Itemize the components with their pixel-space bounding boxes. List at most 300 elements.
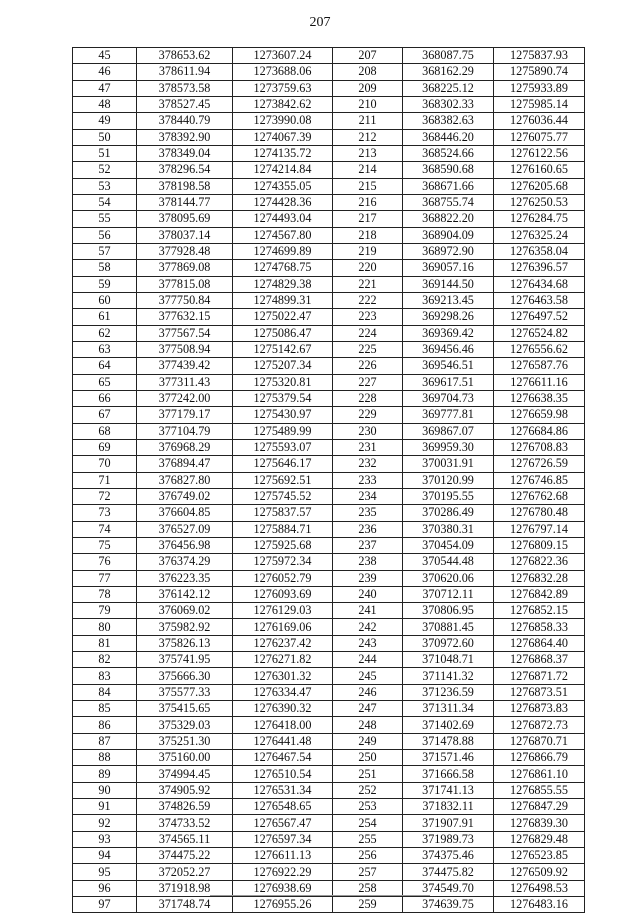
cell-point-number: 248: [333, 717, 403, 733]
cell-point-number: 216: [333, 194, 403, 210]
cell-x-coordinate: 369704.73: [403, 390, 494, 406]
cell-x-coordinate: 375160.00: [137, 750, 233, 766]
cell-x-coordinate: 368162.29: [403, 64, 494, 80]
cell-x-coordinate: 378653.62: [137, 48, 233, 64]
cell-y-coordinate: 1276250.53: [494, 194, 585, 210]
cell-point-number: 257: [333, 864, 403, 880]
cell-x-coordinate: 370380.31: [403, 521, 494, 537]
cell-point-number: 207: [333, 48, 403, 64]
cell-y-coordinate: 1274899.31: [233, 292, 333, 308]
cell-point-number: 249: [333, 733, 403, 749]
cell-y-coordinate: 1276129.03: [233, 603, 333, 619]
cell-point-number: 47: [73, 80, 137, 96]
cell-point-number: 72: [73, 488, 137, 504]
cell-point-number: 64: [73, 358, 137, 374]
cell-y-coordinate: 1276093.69: [233, 586, 333, 602]
cell-point-number: 231: [333, 439, 403, 455]
cell-point-number: 211: [333, 113, 403, 129]
cell-x-coordinate: 370972.60: [403, 635, 494, 651]
cell-y-coordinate: 1276868.37: [494, 652, 585, 668]
cell-x-coordinate: 370620.06: [403, 570, 494, 586]
cell-y-coordinate: 1274355.05: [233, 178, 333, 194]
cell-y-coordinate: 1274428.36: [233, 194, 333, 210]
cell-point-number: 79: [73, 603, 137, 619]
cell-point-number: 244: [333, 652, 403, 668]
table-row: [73, 113, 585, 129]
cell-y-coordinate: 1276325.24: [494, 227, 585, 243]
table-row: [73, 456, 585, 472]
cell-point-number: 251: [333, 766, 403, 782]
cell-x-coordinate: 370881.45: [403, 619, 494, 635]
table-row: [73, 733, 585, 749]
cell-point-number: 238: [333, 554, 403, 570]
cell-y-coordinate: 1276169.06: [233, 619, 333, 635]
cell-y-coordinate: 1276052.79: [233, 570, 333, 586]
cell-x-coordinate: 371748.74: [137, 897, 233, 913]
cell-point-number: 258: [333, 880, 403, 896]
cell-y-coordinate: 1276497.52: [494, 309, 585, 325]
cell-x-coordinate: 378440.79: [137, 113, 233, 129]
cell-y-coordinate: 1276780.48: [494, 505, 585, 521]
cell-y-coordinate: 1276922.29: [233, 864, 333, 880]
cell-point-number: 62: [73, 325, 137, 341]
table-row: [73, 390, 585, 406]
cell-point-number: 55: [73, 211, 137, 227]
table-row: [73, 439, 585, 455]
cell-y-coordinate: 1276498.53: [494, 880, 585, 896]
cell-point-number: 214: [333, 162, 403, 178]
cell-x-coordinate: 376456.98: [137, 537, 233, 553]
cell-x-coordinate: 377869.08: [137, 260, 233, 276]
table-row: [73, 554, 585, 570]
cell-x-coordinate: 376827.80: [137, 472, 233, 488]
table-row: [73, 668, 585, 684]
cell-x-coordinate: 368590.68: [403, 162, 494, 178]
cell-point-number: 215: [333, 178, 403, 194]
cell-y-coordinate: 1276726.59: [494, 456, 585, 472]
cell-x-coordinate: 378095.69: [137, 211, 233, 227]
cell-y-coordinate: 1276284.75: [494, 211, 585, 227]
table-row: [73, 635, 585, 651]
cell-x-coordinate: 376749.02: [137, 488, 233, 504]
table-row: [73, 243, 585, 259]
cell-y-coordinate: 1276797.14: [494, 521, 585, 537]
cell-point-number: 96: [73, 880, 137, 896]
cell-point-number: 233: [333, 472, 403, 488]
cell-y-coordinate: 1275933.89: [494, 80, 585, 96]
table-row: [73, 603, 585, 619]
cell-y-coordinate: 1276746.85: [494, 472, 585, 488]
cell-point-number: 81: [73, 635, 137, 651]
cell-x-coordinate: 377632.15: [137, 309, 233, 325]
cell-point-number: 239: [333, 570, 403, 586]
cell-x-coordinate: 371832.11: [403, 799, 494, 815]
cell-point-number: 56: [73, 227, 137, 243]
cell-x-coordinate: 378527.45: [137, 96, 233, 112]
cell-y-coordinate: 1275022.47: [233, 309, 333, 325]
cell-x-coordinate: 376374.29: [137, 554, 233, 570]
cell-y-coordinate: 1276509.92: [494, 864, 585, 880]
cell-y-coordinate: 1276866.79: [494, 750, 585, 766]
cell-x-coordinate: 377242.00: [137, 390, 233, 406]
cell-point-number: 97: [73, 897, 137, 913]
cell-y-coordinate: 1274067.39: [233, 129, 333, 145]
table-row: [73, 358, 585, 374]
cell-point-number: 245: [333, 668, 403, 684]
table-row: [73, 831, 585, 847]
cell-point-number: 83: [73, 668, 137, 684]
cell-x-coordinate: 374639.75: [403, 897, 494, 913]
cell-x-coordinate: 368904.09: [403, 227, 494, 243]
cell-point-number: 226: [333, 358, 403, 374]
table-row: [73, 276, 585, 292]
cell-y-coordinate: 1276842.89: [494, 586, 585, 602]
table-row: [73, 64, 585, 80]
cell-point-number: 246: [333, 684, 403, 700]
cell-x-coordinate: 377508.94: [137, 341, 233, 357]
cell-x-coordinate: 370286.49: [403, 505, 494, 521]
cell-point-number: 67: [73, 407, 137, 423]
cell-y-coordinate: 1275837.57: [233, 505, 333, 521]
cell-x-coordinate: 369369.42: [403, 325, 494, 341]
cell-y-coordinate: 1276334.47: [233, 684, 333, 700]
cell-x-coordinate: 378573.58: [137, 80, 233, 96]
cell-y-coordinate: 1276638.35: [494, 390, 585, 406]
cell-point-number: 240: [333, 586, 403, 602]
table-row: [73, 80, 585, 96]
cell-x-coordinate: 369144.50: [403, 276, 494, 292]
cell-point-number: 243: [333, 635, 403, 651]
cell-point-number: 228: [333, 390, 403, 406]
cell-y-coordinate: 1276822.36: [494, 554, 585, 570]
cell-y-coordinate: 1275593.07: [233, 439, 333, 455]
cell-y-coordinate: 1276611.13: [233, 848, 333, 864]
table-row: [73, 472, 585, 488]
cell-point-number: 66: [73, 390, 137, 406]
cell-x-coordinate: 368972.90: [403, 243, 494, 259]
cell-x-coordinate: 370806.95: [403, 603, 494, 619]
cell-y-coordinate: 1275890.74: [494, 64, 585, 80]
table-row: [73, 570, 585, 586]
cell-y-coordinate: 1275430.97: [233, 407, 333, 423]
table-row: [73, 750, 585, 766]
cell-point-number: 227: [333, 374, 403, 390]
cell-y-coordinate: 1276510.54: [233, 766, 333, 782]
cell-x-coordinate: 376223.35: [137, 570, 233, 586]
table-row: [73, 129, 585, 145]
cell-point-number: 250: [333, 750, 403, 766]
cell-point-number: 78: [73, 586, 137, 602]
cell-y-coordinate: 1273759.63: [233, 80, 333, 96]
cell-point-number: 51: [73, 145, 137, 161]
cell-x-coordinate: 370120.99: [403, 472, 494, 488]
cell-y-coordinate: 1276548.65: [233, 799, 333, 815]
cell-point-number: 94: [73, 848, 137, 864]
cell-y-coordinate: 1276873.83: [494, 701, 585, 717]
cell-y-coordinate: 1275142.67: [233, 341, 333, 357]
coordinates-table-body: [73, 48, 585, 913]
cell-x-coordinate: 376604.85: [137, 505, 233, 521]
cell-x-coordinate: 375826.13: [137, 635, 233, 651]
table-row: [73, 96, 585, 112]
cell-x-coordinate: 375666.30: [137, 668, 233, 684]
cell-y-coordinate: 1275489.99: [233, 423, 333, 439]
cell-point-number: 254: [333, 815, 403, 831]
cell-x-coordinate: 371666.58: [403, 766, 494, 782]
table-row: [73, 292, 585, 308]
cell-y-coordinate: 1276434.68: [494, 276, 585, 292]
table-row: [73, 619, 585, 635]
cell-point-number: 53: [73, 178, 137, 194]
cell-point-number: 229: [333, 407, 403, 423]
cell-y-coordinate: 1276483.16: [494, 897, 585, 913]
cell-point-number: 259: [333, 897, 403, 913]
cell-x-coordinate: 375329.03: [137, 717, 233, 733]
cell-x-coordinate: 377815.08: [137, 276, 233, 292]
cell-x-coordinate: 377750.84: [137, 292, 233, 308]
cell-x-coordinate: 368671.66: [403, 178, 494, 194]
table-row: [73, 766, 585, 782]
table-row: [73, 227, 585, 243]
cell-point-number: 221: [333, 276, 403, 292]
cell-point-number: 80: [73, 619, 137, 635]
cell-x-coordinate: 369777.81: [403, 407, 494, 423]
cell-x-coordinate: 369057.16: [403, 260, 494, 276]
cell-point-number: 95: [73, 864, 137, 880]
cell-y-coordinate: 1274768.75: [233, 260, 333, 276]
cell-point-number: 90: [73, 782, 137, 798]
cell-point-number: 60: [73, 292, 137, 308]
cell-x-coordinate: 377311.43: [137, 374, 233, 390]
cell-y-coordinate: 1275745.52: [233, 488, 333, 504]
cell-point-number: 58: [73, 260, 137, 276]
cell-x-coordinate: 375577.33: [137, 684, 233, 700]
cell-x-coordinate: 376894.47: [137, 456, 233, 472]
cell-x-coordinate: 370544.48: [403, 554, 494, 570]
cell-point-number: 253: [333, 799, 403, 815]
cell-x-coordinate: 377567.54: [137, 325, 233, 341]
cell-point-number: 82: [73, 652, 137, 668]
cell-point-number: 236: [333, 521, 403, 537]
cell-point-number: 76: [73, 554, 137, 570]
cell-x-coordinate: 368524.66: [403, 145, 494, 161]
cell-point-number: 209: [333, 80, 403, 96]
cell-y-coordinate: 1276809.15: [494, 537, 585, 553]
cell-y-coordinate: 1276467.54: [233, 750, 333, 766]
cell-x-coordinate: 378144.77: [137, 194, 233, 210]
cell-x-coordinate: 371571.46: [403, 750, 494, 766]
cell-x-coordinate: 371236.59: [403, 684, 494, 700]
cell-point-number: 218: [333, 227, 403, 243]
table-row: [73, 211, 585, 227]
cell-point-number: 48: [73, 96, 137, 112]
cell-x-coordinate: 371048.71: [403, 652, 494, 668]
cell-x-coordinate: 377928.48: [137, 243, 233, 259]
cell-point-number: 70: [73, 456, 137, 472]
cell-y-coordinate: 1276839.30: [494, 815, 585, 831]
cell-y-coordinate: 1275086.47: [233, 325, 333, 341]
cell-x-coordinate: 374375.46: [403, 848, 494, 864]
cell-y-coordinate: 1276587.76: [494, 358, 585, 374]
cell-y-coordinate: 1275972.34: [233, 554, 333, 570]
cell-y-coordinate: 1274829.38: [233, 276, 333, 292]
cell-x-coordinate: 370454.09: [403, 537, 494, 553]
page-number: 207: [309, 15, 331, 30]
cell-point-number: 91: [73, 799, 137, 815]
cell-y-coordinate: 1275379.54: [233, 390, 333, 406]
cell-point-number: 242: [333, 619, 403, 635]
cell-point-number: 92: [73, 815, 137, 831]
cell-y-coordinate: 1275692.51: [233, 472, 333, 488]
cell-point-number: 213: [333, 145, 403, 161]
cell-y-coordinate: 1276523.85: [494, 848, 585, 864]
cell-x-coordinate: 369298.26: [403, 309, 494, 325]
cell-point-number: 237: [333, 537, 403, 553]
cell-x-coordinate: 377104.79: [137, 423, 233, 439]
cell-x-coordinate: 378392.90: [137, 129, 233, 145]
cell-x-coordinate: 376142.12: [137, 586, 233, 602]
cell-x-coordinate: 374826.59: [137, 799, 233, 815]
cell-point-number: 223: [333, 309, 403, 325]
cell-point-number: 77: [73, 570, 137, 586]
cell-y-coordinate: 1276122.56: [494, 145, 585, 161]
cell-y-coordinate: 1276829.48: [494, 831, 585, 847]
cell-x-coordinate: 369617.51: [403, 374, 494, 390]
cell-x-coordinate: 374733.52: [137, 815, 233, 831]
cell-y-coordinate: 1276832.28: [494, 570, 585, 586]
cell-y-coordinate: 1276160.65: [494, 162, 585, 178]
cell-x-coordinate: 371141.32: [403, 668, 494, 684]
table-row: [73, 848, 585, 864]
cell-point-number: 49: [73, 113, 137, 129]
cell-point-number: 89: [73, 766, 137, 782]
cell-x-coordinate: 368382.63: [403, 113, 494, 129]
table-row: [73, 423, 585, 439]
table-row: [73, 325, 585, 341]
cell-x-coordinate: 378349.04: [137, 145, 233, 161]
cell-x-coordinate: 371478.88: [403, 733, 494, 749]
cell-point-number: 219: [333, 243, 403, 259]
table-row: [73, 505, 585, 521]
cell-point-number: 57: [73, 243, 137, 259]
cell-x-coordinate: 375251.30: [137, 733, 233, 749]
cell-point-number: 68: [73, 423, 137, 439]
cell-x-coordinate: 377179.17: [137, 407, 233, 423]
table-row: [73, 488, 585, 504]
cell-y-coordinate: 1274214.84: [233, 162, 333, 178]
table-row: [73, 374, 585, 390]
cell-y-coordinate: 1275207.34: [233, 358, 333, 374]
cell-y-coordinate: 1275985.14: [494, 96, 585, 112]
cell-point-number: 234: [333, 488, 403, 504]
cell-point-number: 46: [73, 64, 137, 80]
cell-y-coordinate: 1276567.47: [233, 815, 333, 831]
cell-point-number: 59: [73, 276, 137, 292]
cell-y-coordinate: 1276955.26: [233, 897, 333, 913]
cell-point-number: 208: [333, 64, 403, 80]
cell-x-coordinate: 374475.22: [137, 848, 233, 864]
cell-point-number: 71: [73, 472, 137, 488]
cell-x-coordinate: 372052.27: [137, 864, 233, 880]
table-row: [73, 782, 585, 798]
cell-y-coordinate: 1274699.89: [233, 243, 333, 259]
cell-point-number: 45: [73, 48, 137, 64]
cell-y-coordinate: 1276237.42: [233, 635, 333, 651]
cell-y-coordinate: 1276205.68: [494, 178, 585, 194]
cell-y-coordinate: 1276858.33: [494, 619, 585, 635]
cell-point-number: 61: [73, 309, 137, 325]
cell-x-coordinate: 369867.07: [403, 423, 494, 439]
cell-y-coordinate: 1273842.62: [233, 96, 333, 112]
table-row: [73, 521, 585, 537]
cell-x-coordinate: 376968.29: [137, 439, 233, 455]
cell-x-coordinate: 370712.11: [403, 586, 494, 602]
cell-point-number: 88: [73, 750, 137, 766]
cell-y-coordinate: 1276852.15: [494, 603, 585, 619]
table-row: [73, 260, 585, 276]
cell-point-number: 87: [73, 733, 137, 749]
cell-y-coordinate: 1276301.32: [233, 668, 333, 684]
cell-point-number: 232: [333, 456, 403, 472]
cell-y-coordinate: 1276358.04: [494, 243, 585, 259]
cell-y-coordinate: 1276531.34: [233, 782, 333, 798]
cell-y-coordinate: 1276271.82: [233, 652, 333, 668]
cell-x-coordinate: 369456.46: [403, 341, 494, 357]
coordinates-table: [72, 47, 585, 913]
cell-x-coordinate: 369213.45: [403, 292, 494, 308]
cell-x-coordinate: 375982.92: [137, 619, 233, 635]
cell-point-number: 50: [73, 129, 137, 145]
cell-point-number: 217: [333, 211, 403, 227]
cell-point-number: 93: [73, 831, 137, 847]
cell-point-number: 252: [333, 782, 403, 798]
cell-x-coordinate: 371989.73: [403, 831, 494, 847]
cell-y-coordinate: 1276556.62: [494, 341, 585, 357]
cell-y-coordinate: 1274135.72: [233, 145, 333, 161]
cell-x-coordinate: 368087.75: [403, 48, 494, 64]
cell-point-number: 69: [73, 439, 137, 455]
cell-x-coordinate: 376527.09: [137, 521, 233, 537]
cell-y-coordinate: 1273688.06: [233, 64, 333, 80]
cell-x-coordinate: 374905.92: [137, 782, 233, 798]
cell-point-number: 230: [333, 423, 403, 439]
table-row: [73, 341, 585, 357]
cell-point-number: 256: [333, 848, 403, 864]
cell-point-number: 75: [73, 537, 137, 553]
cell-x-coordinate: 371907.91: [403, 815, 494, 831]
cell-point-number: 225: [333, 341, 403, 357]
cell-x-coordinate: 377439.42: [137, 358, 233, 374]
cell-point-number: 84: [73, 684, 137, 700]
cell-y-coordinate: 1275837.93: [494, 48, 585, 64]
cell-y-coordinate: 1276873.51: [494, 684, 585, 700]
table-row: [73, 864, 585, 880]
cell-x-coordinate: 368822.20: [403, 211, 494, 227]
table-row: [73, 194, 585, 210]
cell-y-coordinate: 1276938.69: [233, 880, 333, 896]
cell-y-coordinate: 1276847.29: [494, 799, 585, 815]
cell-y-coordinate: 1276441.48: [233, 733, 333, 749]
cell-x-coordinate: 374994.45: [137, 766, 233, 782]
table-row: [73, 652, 585, 668]
table-row: [73, 537, 585, 553]
cell-y-coordinate: 1276708.83: [494, 439, 585, 455]
cell-y-coordinate: 1276861.10: [494, 766, 585, 782]
cell-x-coordinate: 378198.58: [137, 178, 233, 194]
cell-y-coordinate: 1276524.82: [494, 325, 585, 341]
cell-y-coordinate: 1274567.80: [233, 227, 333, 243]
cell-x-coordinate: 375415.65: [137, 701, 233, 717]
